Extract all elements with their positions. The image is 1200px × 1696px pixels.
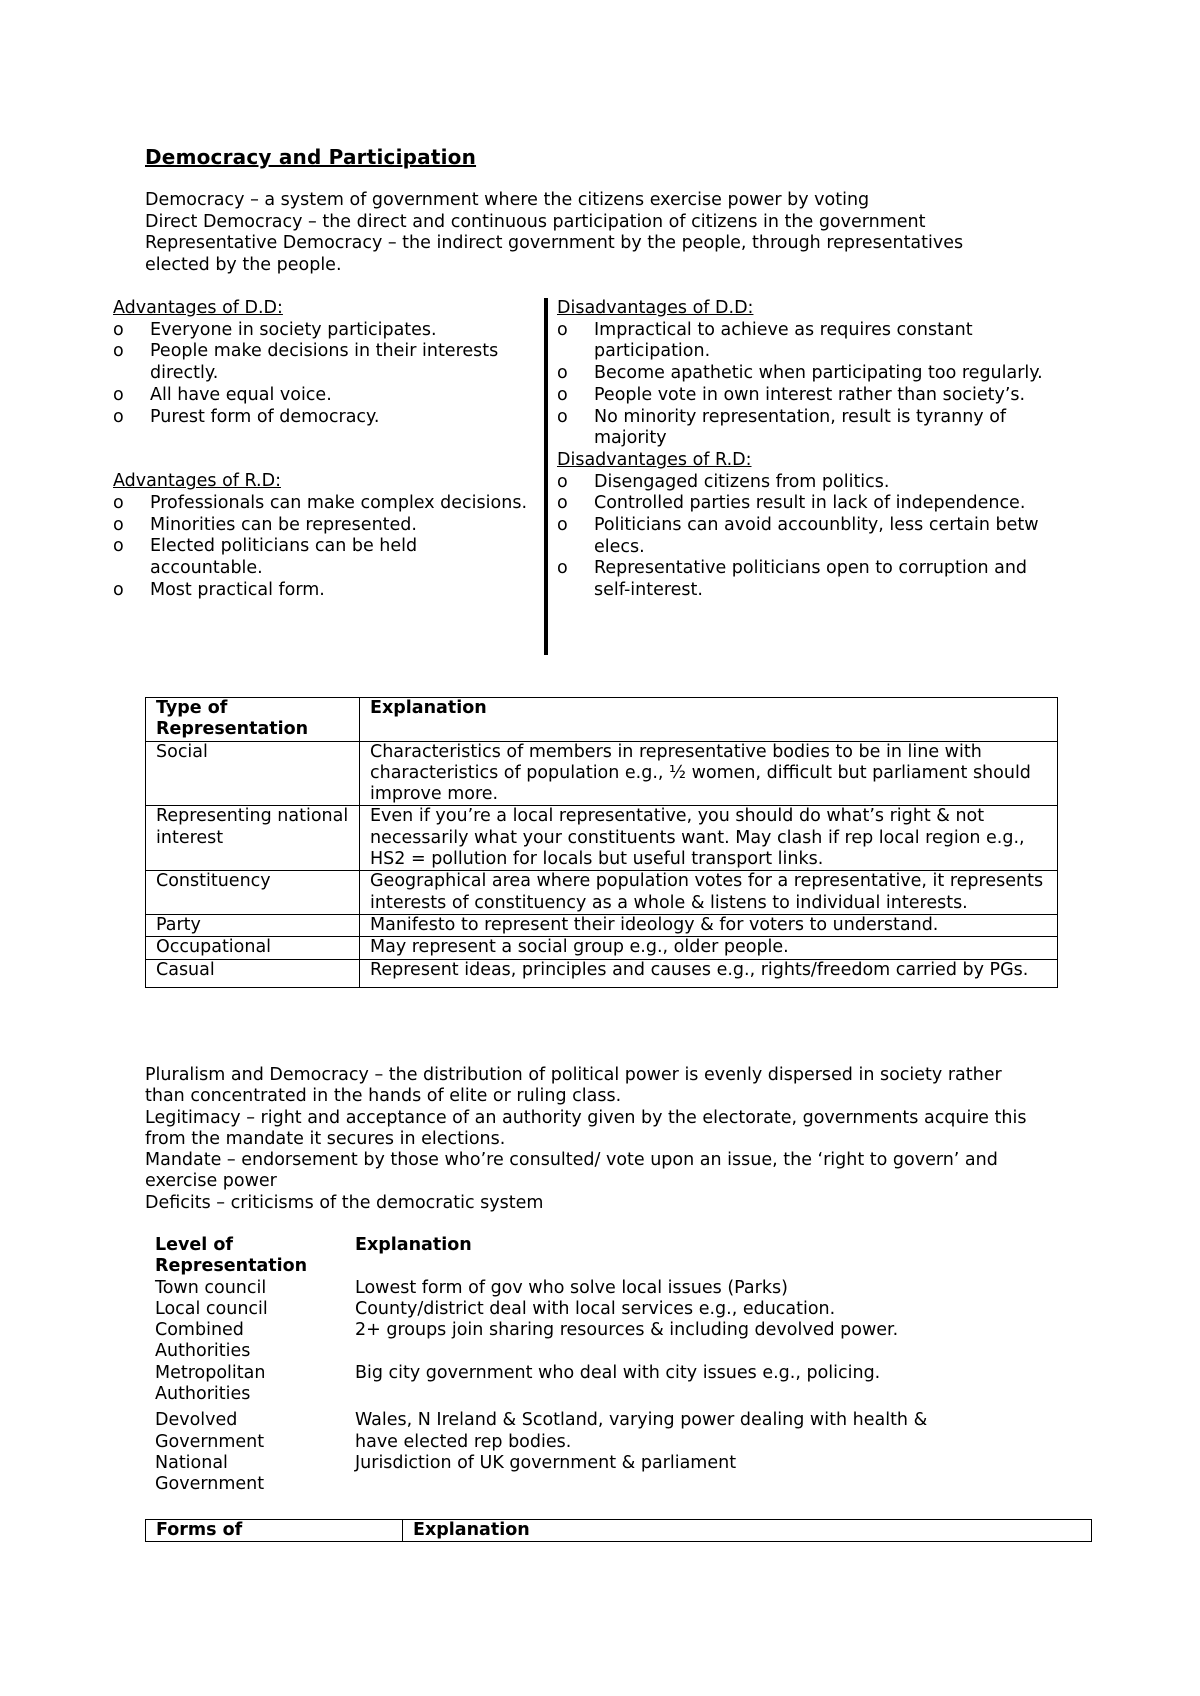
list-item-text: Impractical to achieve as requires constant participation. <box>594 319 973 362</box>
adv-dd-list <box>113 320 533 429</box>
bullet-icon: o <box>113 492 124 513</box>
list-item <box>557 385 1057 407</box>
dis-dd-heading: Disadvantages of D.D: <box>557 298 754 318</box>
table-row <box>146 937 1058 959</box>
table-row <box>145 1278 965 1299</box>
table-row <box>146 741 1058 806</box>
list-item <box>557 472 1057 494</box>
definition-democracy: Democracy – a system of government where the citizens exercise power by voting <box>145 190 870 210</box>
table-cell: Devolved Government <box>155 1410 265 1452</box>
list-item <box>557 558 1057 601</box>
table-header-cell: Explanation <box>403 1520 1092 1542</box>
bullet-icon: o <box>113 406 124 427</box>
table-cell: County/district deal with local services e.g., education. <box>355 1298 836 1319</box>
table-row <box>146 914 1058 936</box>
list-item <box>557 320 1057 363</box>
list-item-text: Most practical form. <box>150 579 325 600</box>
bullet-icon: o <box>557 558 568 579</box>
table-cell: Social <box>146 741 360 806</box>
dis-dd-list <box>557 320 1057 450</box>
list-item <box>113 493 533 515</box>
list-item <box>113 536 533 579</box>
table-cell: Combined Authorities <box>155 1320 251 1362</box>
bullet-icon: o <box>113 341 124 362</box>
list-item <box>557 493 1057 515</box>
list-item <box>557 363 1057 385</box>
list-item <box>557 407 1057 450</box>
table-cell: Casual <box>146 959 360 987</box>
table-header-cell: Explanation <box>360 698 1058 742</box>
deficits-paragraph: Deficits – criticisms of the democratic system <box>145 1192 544 1213</box>
list-item <box>113 515 533 537</box>
list-item <box>113 320 533 342</box>
table-row <box>145 1320 965 1363</box>
pluralism-section <box>145 1065 1045 1214</box>
list-item-text: Disengaged citizens from politics. <box>594 471 890 492</box>
table-cell: Town council <box>155 1277 267 1298</box>
list-item-text: All have equal voice. <box>150 384 332 405</box>
list-item <box>113 580 533 602</box>
table-header-cell: Level of Representation <box>155 1235 308 1277</box>
table-cell: Local council <box>155 1298 268 1319</box>
table-cell: Occupational <box>146 937 360 959</box>
mandate-paragraph: Mandate – endorsement by those who’re consulted/ vote upon an issue, the ‘right to govern’ and exercise power <box>145 1150 998 1192</box>
table-cell: Characteristics of members in representative bodies to be in line with characteristics of population e.g., ½ women, difficult but parliament should improve more. <box>360 741 1058 806</box>
list-item-text: Controlled parties result in lack of independence. <box>594 493 1026 514</box>
table-header-cell: Forms of <box>146 1520 403 1542</box>
page-title: Democracy and Participation <box>145 145 477 169</box>
definition-representative-democracy-cont: elected by the people. <box>145 254 342 275</box>
dis-rd-list <box>557 472 1057 602</box>
bullet-icon: o <box>557 515 568 536</box>
bullet-icon: o <box>557 493 568 514</box>
representation-table <box>145 697 1058 988</box>
list-item-text: Representative politicians open to corruption and self-interest. <box>594 558 1028 601</box>
adv-rd-list <box>113 493 533 602</box>
list-item-text: Become apathetic when participating too regularly. <box>594 363 1043 384</box>
pluralism-paragraph: Pluralism and Democracy – the distribution of political power is evenly dispersed in society rather than concentrated in the hands of elite or ruling class. <box>145 1065 1002 1107</box>
bullet-icon: o <box>113 384 124 405</box>
list-item <box>113 385 533 407</box>
bullet-icon: o <box>113 579 124 600</box>
table-header-row <box>146 698 1058 742</box>
table-cell: Big city government who deal with city issues e.g., policing. <box>355 1362 881 1383</box>
bullet-icon: o <box>113 514 124 535</box>
disadvantages-column <box>557 298 1057 602</box>
table-cell: Metropolitan Authorities <box>155 1362 266 1405</box>
legitimacy-paragraph: Legitimacy – right and acceptance of an authority given by the electorate, governments acquire this from the mandate it secures in elections. <box>145 1107 1027 1149</box>
table-header-row <box>146 1520 1092 1542</box>
list-item-text: Elected politicians can be held accountable. <box>150 536 418 579</box>
table-row <box>145 1363 965 1406</box>
table-row <box>145 1299 965 1320</box>
level-table <box>145 1235 965 1496</box>
table-row <box>145 1453 965 1496</box>
bullet-icon: o <box>113 536 124 557</box>
list-item-text: Politicians can avoid accounblity, less certain betw elecs. <box>594 515 1039 557</box>
bullet-icon: o <box>557 471 568 492</box>
table-header-cell: Explanation <box>355 1235 472 1255</box>
table-cell: Jurisdiction of UK government & parliament <box>355 1452 737 1473</box>
table-header-cell: Type of Representation <box>146 698 360 742</box>
adv-rd-heading: Advantages of R.D: <box>113 471 281 492</box>
list-item <box>557 515 1057 558</box>
bullet-icon: o <box>557 319 568 340</box>
list-item-text: Minorities can be represented. <box>150 514 417 535</box>
table-row <box>145 1405 965 1453</box>
table-cell: Lowest form of gov who solve local issues (Parks) <box>355 1277 788 1298</box>
definition-representative-democracy: Representative Democracy – the indirect government by the people, through representatives <box>145 233 964 253</box>
table-cell: Represent ideas, principles and causes e.g., rights/freedom carried by PGs. <box>360 959 1058 987</box>
list-item-text: No minority representation, result is tyranny of majority <box>594 406 1007 449</box>
table-row <box>146 806 1058 871</box>
advantages-column <box>113 298 533 601</box>
list-item-text: Professionals can make complex decisions. <box>150 492 528 513</box>
list-item-text: People vote in own interest rather than society’s. <box>594 384 1026 405</box>
table-row <box>146 871 1058 915</box>
list-item <box>113 341 533 384</box>
bullet-icon: o <box>557 384 568 405</box>
table-cell: Representing national interest <box>146 806 360 871</box>
definition-direct-democracy: Direct Democracy – the direct and continuous participation of citizens in the government <box>145 211 926 232</box>
table-header-row <box>145 1235 965 1278</box>
list-item-text: Purest form of democracy. <box>150 406 380 427</box>
table-cell: Manifesto to represent their ideology & for voters to understand. <box>360 914 1058 936</box>
table-cell: May represent a social group e.g., older people. <box>360 937 1058 959</box>
table-cell: Party <box>146 914 360 936</box>
table-cell: National Government <box>155 1452 265 1495</box>
forms-table <box>145 1519 1092 1542</box>
table-cell: Wales, N Ireland & Scotland, varying power dealing with health & have elected rep bodies. <box>355 1410 928 1452</box>
bullet-icon: o <box>557 363 568 384</box>
table-cell: Geographical area where population votes for a representative, it represents interests of constituency as a whole & listens to individual interests. <box>360 871 1058 915</box>
table-row <box>146 959 1058 987</box>
bullet-icon: o <box>557 406 568 427</box>
table-cell: Constituency <box>146 871 360 915</box>
adv-dd-heading: Advantages of D.D: <box>113 298 283 318</box>
list-item <box>113 407 533 429</box>
list-item-text: People make decisions in their interests directly. <box>150 341 499 384</box>
dis-rd-heading: Disadvantages of R.D: <box>557 449 752 470</box>
bullet-icon: o <box>113 319 124 340</box>
table-cell: Even if you’re a local representative, you should do what’s right & not necessarily what your constituents want. May clash if rep local region e.g., HS2 = pollution for locals but useful transport links. <box>360 806 1058 871</box>
column-divider <box>544 298 548 655</box>
definitions <box>145 190 1045 276</box>
table-cell: 2+ groups join sharing resources & including devolved power. <box>355 1320 899 1341</box>
list-item-text: Everyone in society participates. <box>150 319 437 340</box>
